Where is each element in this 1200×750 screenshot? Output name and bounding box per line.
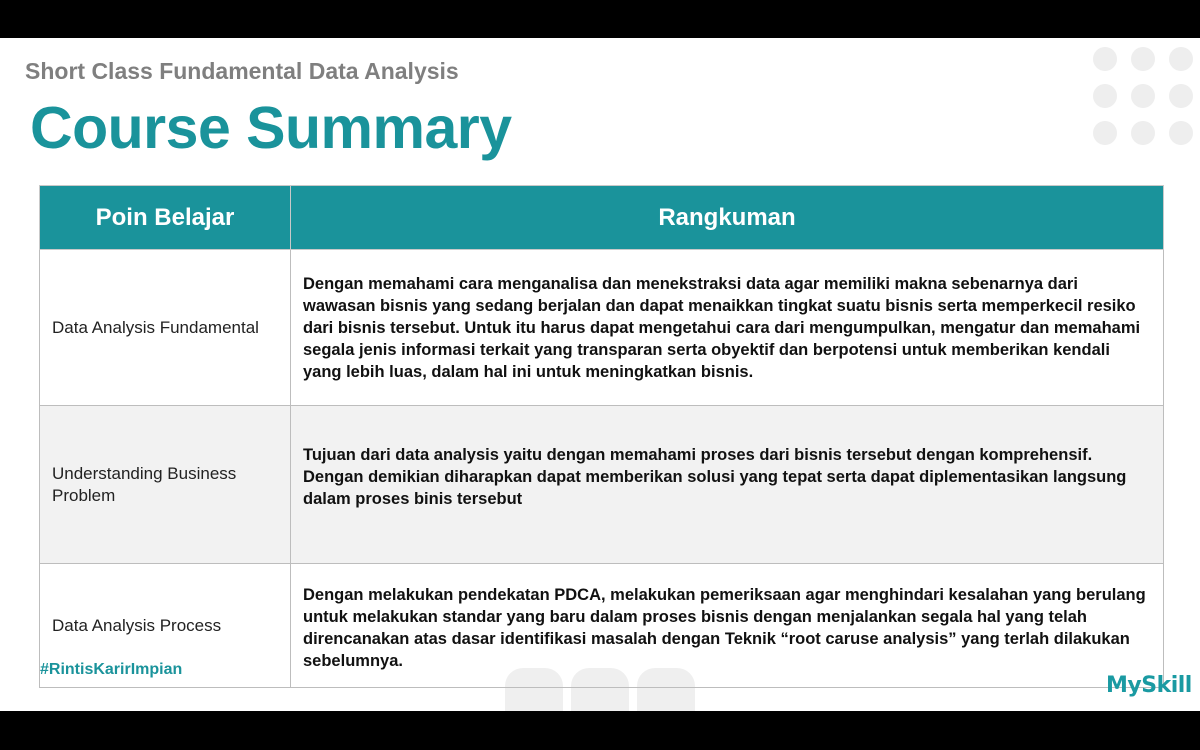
point-cell: Understanding Business Problem [40,406,291,564]
point-cell: Data Analysis Process [40,564,291,688]
slide [0,38,1200,711]
header-rangkuman: Rangkuman [291,186,1164,250]
table-row [40,250,1164,406]
decorative-dot [1169,84,1193,108]
point-cell: Data Analysis Fundamental [40,250,291,406]
table-row [40,564,1164,688]
summary-cell: Dengan memahami cara menganalisa dan menekstraksi data agar memiliki makna sebenarnya dari wawasan bisnis yang sedang berjalan dan dapat menaikkan tingkat suatu bisnis serta memperkecil resiko dari bisnis tersebut. Untuk itu harus dapat mengetahui cara dari mengumpulkan, mengatur dan memahami segala jenis informasi terkait yang transparan serta obyektif dan berpotensi untuk memberikan kendali yang lebih luas, dalam hal ini untuk meningkatkan bisnis. [291,250,1164,406]
table-header-row [40,186,1164,250]
decorative-dot [1131,47,1155,71]
hashtag-label: #RintisKarirImpian [40,661,183,678]
decorative-dot [1093,121,1117,145]
decorative-dot [1093,84,1117,108]
decorative-dot [1131,84,1155,108]
decorative-dot-grid [1090,46,1200,156]
summary-cell: Dengan melakukan pendekatan PDCA, melakukan pemeriksaan agar menghindari kesalahan yang berulang untuk melakukan standar yang baru dalam proses bisnis dengan menjalankan segala hal yang telah direncanakan atas dasar identifikasi masalah dengan Teknik “root caruse analysis” yang terlah dilakukan sebelumnya. [291,564,1164,688]
slide-subtitle: Short Class Fundamental Data Analysis [25,58,459,84]
summary-cell: Tujuan dari data analysis yaitu dengan memahami proses dari bisnis tersebut dengan komprehensif. Dengan demikian diharapkan dapat memberikan solusi yang tepat serta dapat diplementasikan langsung dalam proses binis tersebut [291,406,1164,564]
decorative-dot [1093,47,1117,71]
summary-table [39,185,1164,688]
header-poin-belajar: Poin Belajar [40,186,291,250]
myskill-logo: MySkill [1106,673,1192,698]
decorative-dot [1169,47,1193,71]
decorative-dot [1131,121,1155,145]
table-row [40,406,1164,564]
slide-title: Course Summary [30,95,512,161]
decorative-dot [1169,121,1193,145]
